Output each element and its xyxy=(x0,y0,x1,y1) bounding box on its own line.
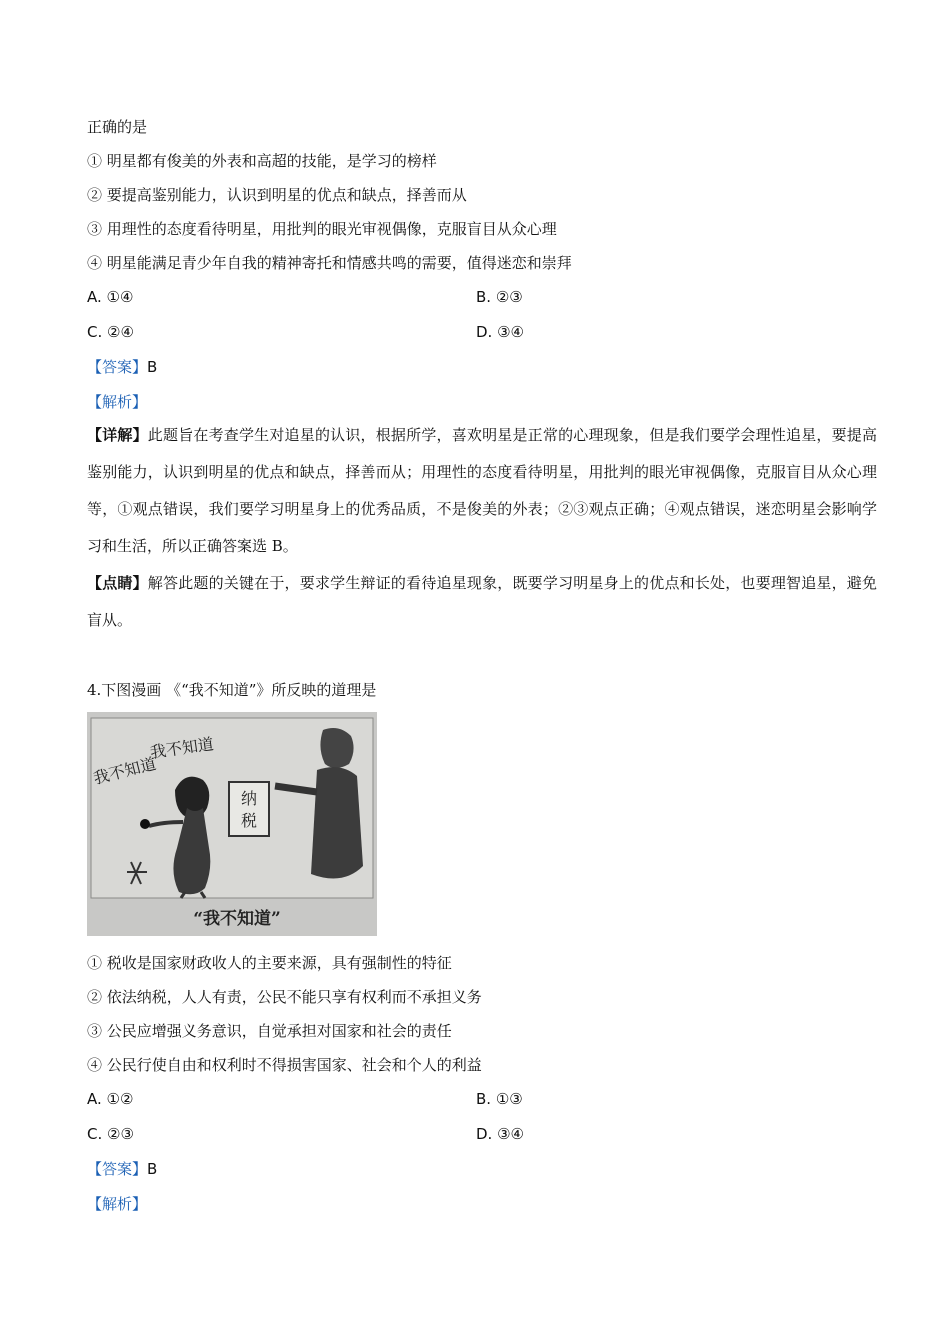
analysis-tag: 【解析】 xyxy=(87,393,148,411)
sign-char-2: 税 xyxy=(240,811,258,830)
question-3-option-d: D. ③④ xyxy=(476,323,524,341)
detail-text: 此题旨在考查学生对追星的认识，根据所学，喜欢明星是正常的心理现象，但是我们要学会理性追星，要提高鉴别能力，认识到明星的优点和缺点，择善而从；用理性的态度看待明星，用批判的眼光审视偶像，克服盲目从众心理等，①观点错误，我们要学习明星身上的优秀品质，不是俊美的外表；②③观点正确；④观点错误，迷恋明星会影响学习和生活，所以正确答案选 B。 xyxy=(87,426,877,555)
answer-value: B xyxy=(147,358,158,376)
speech-text-1: 我不知道 xyxy=(91,753,159,788)
detail-tag: 【详解】 xyxy=(87,426,148,444)
answer-tag: 【答案】 xyxy=(87,1160,148,1178)
cartoon-caption: “我不知道” xyxy=(193,909,281,929)
question-4-option-a: A. ①② xyxy=(87,1090,134,1108)
answer-value: B xyxy=(147,1160,158,1178)
cartoon-drawing xyxy=(87,712,377,936)
question-4-answer xyxy=(87,1159,157,1179)
question-3-option-a: A. ①④ xyxy=(87,288,134,306)
question-4-option-d: D. ③④ xyxy=(476,1125,524,1143)
question-4-statement-1: ① 税收是国家财政收人的主要来源，具有强制性的特征 xyxy=(87,954,452,972)
speech-text-2: 我不知道 xyxy=(148,734,215,762)
question-4-analysis-tag xyxy=(87,1194,147,1214)
question-3-answer xyxy=(87,357,157,377)
question-4-option-c: C. ②③ xyxy=(87,1125,134,1143)
question-3-statement-2: ② 要提高鉴别能力，认识到明星的优点和缺点，择善而从 xyxy=(87,186,467,204)
question-3-analysis-tag xyxy=(87,392,147,412)
question-4-option-b: B. ①③ xyxy=(476,1090,523,1108)
question-3-statement-4: ④ 明星能满足青少年自我的精神寄托和情感共鸣的需要，值得迷恋和崇拜 xyxy=(87,254,572,272)
tip-text: 解答此题的关键在于，要求学生辩证的看待追星现象，既要学习明星身上的优点和长处，也要理智追星，避免盲从。 xyxy=(87,574,877,629)
question-3-statement-1: ① 明星都有俊美的外表和高超的技能，是学习的榜样 xyxy=(87,152,437,170)
analysis-tag: 【解析】 xyxy=(87,1195,148,1213)
question-4-statement-4: ④ 公民行使自由和权利时不得损害国家、社会和个人的利益 xyxy=(87,1056,482,1074)
question-3-option-b: B. ②③ xyxy=(476,288,523,306)
question-4-stem: 4.下图漫画 《“我不知道”》所反映的道理是 xyxy=(87,681,377,699)
question-4-statement-3: ③ 公民应增强义务意识，自觉承担对国家和社会的责任 xyxy=(87,1022,452,1040)
answer-tag: 【答案】 xyxy=(87,358,148,376)
question-4-statement-2: ② 依法纳税，人人有责，公民不能只享有权利而不承担义务 xyxy=(87,988,482,1006)
question-3-detail xyxy=(87,417,877,565)
question-3-stem-tail: 正确的是 xyxy=(87,118,148,136)
question-3-statement-3: ③ 用理性的态度看待明星，用批判的眼光审视偶像，克服盲目从众心理 xyxy=(87,220,557,238)
question-3-option-c: C. ②④ xyxy=(87,323,134,341)
question-3-tip xyxy=(87,565,877,639)
cartoon-image xyxy=(87,712,377,936)
sign-char-1: 纳 xyxy=(240,789,258,808)
tip-tag: 【点睛】 xyxy=(87,574,148,592)
